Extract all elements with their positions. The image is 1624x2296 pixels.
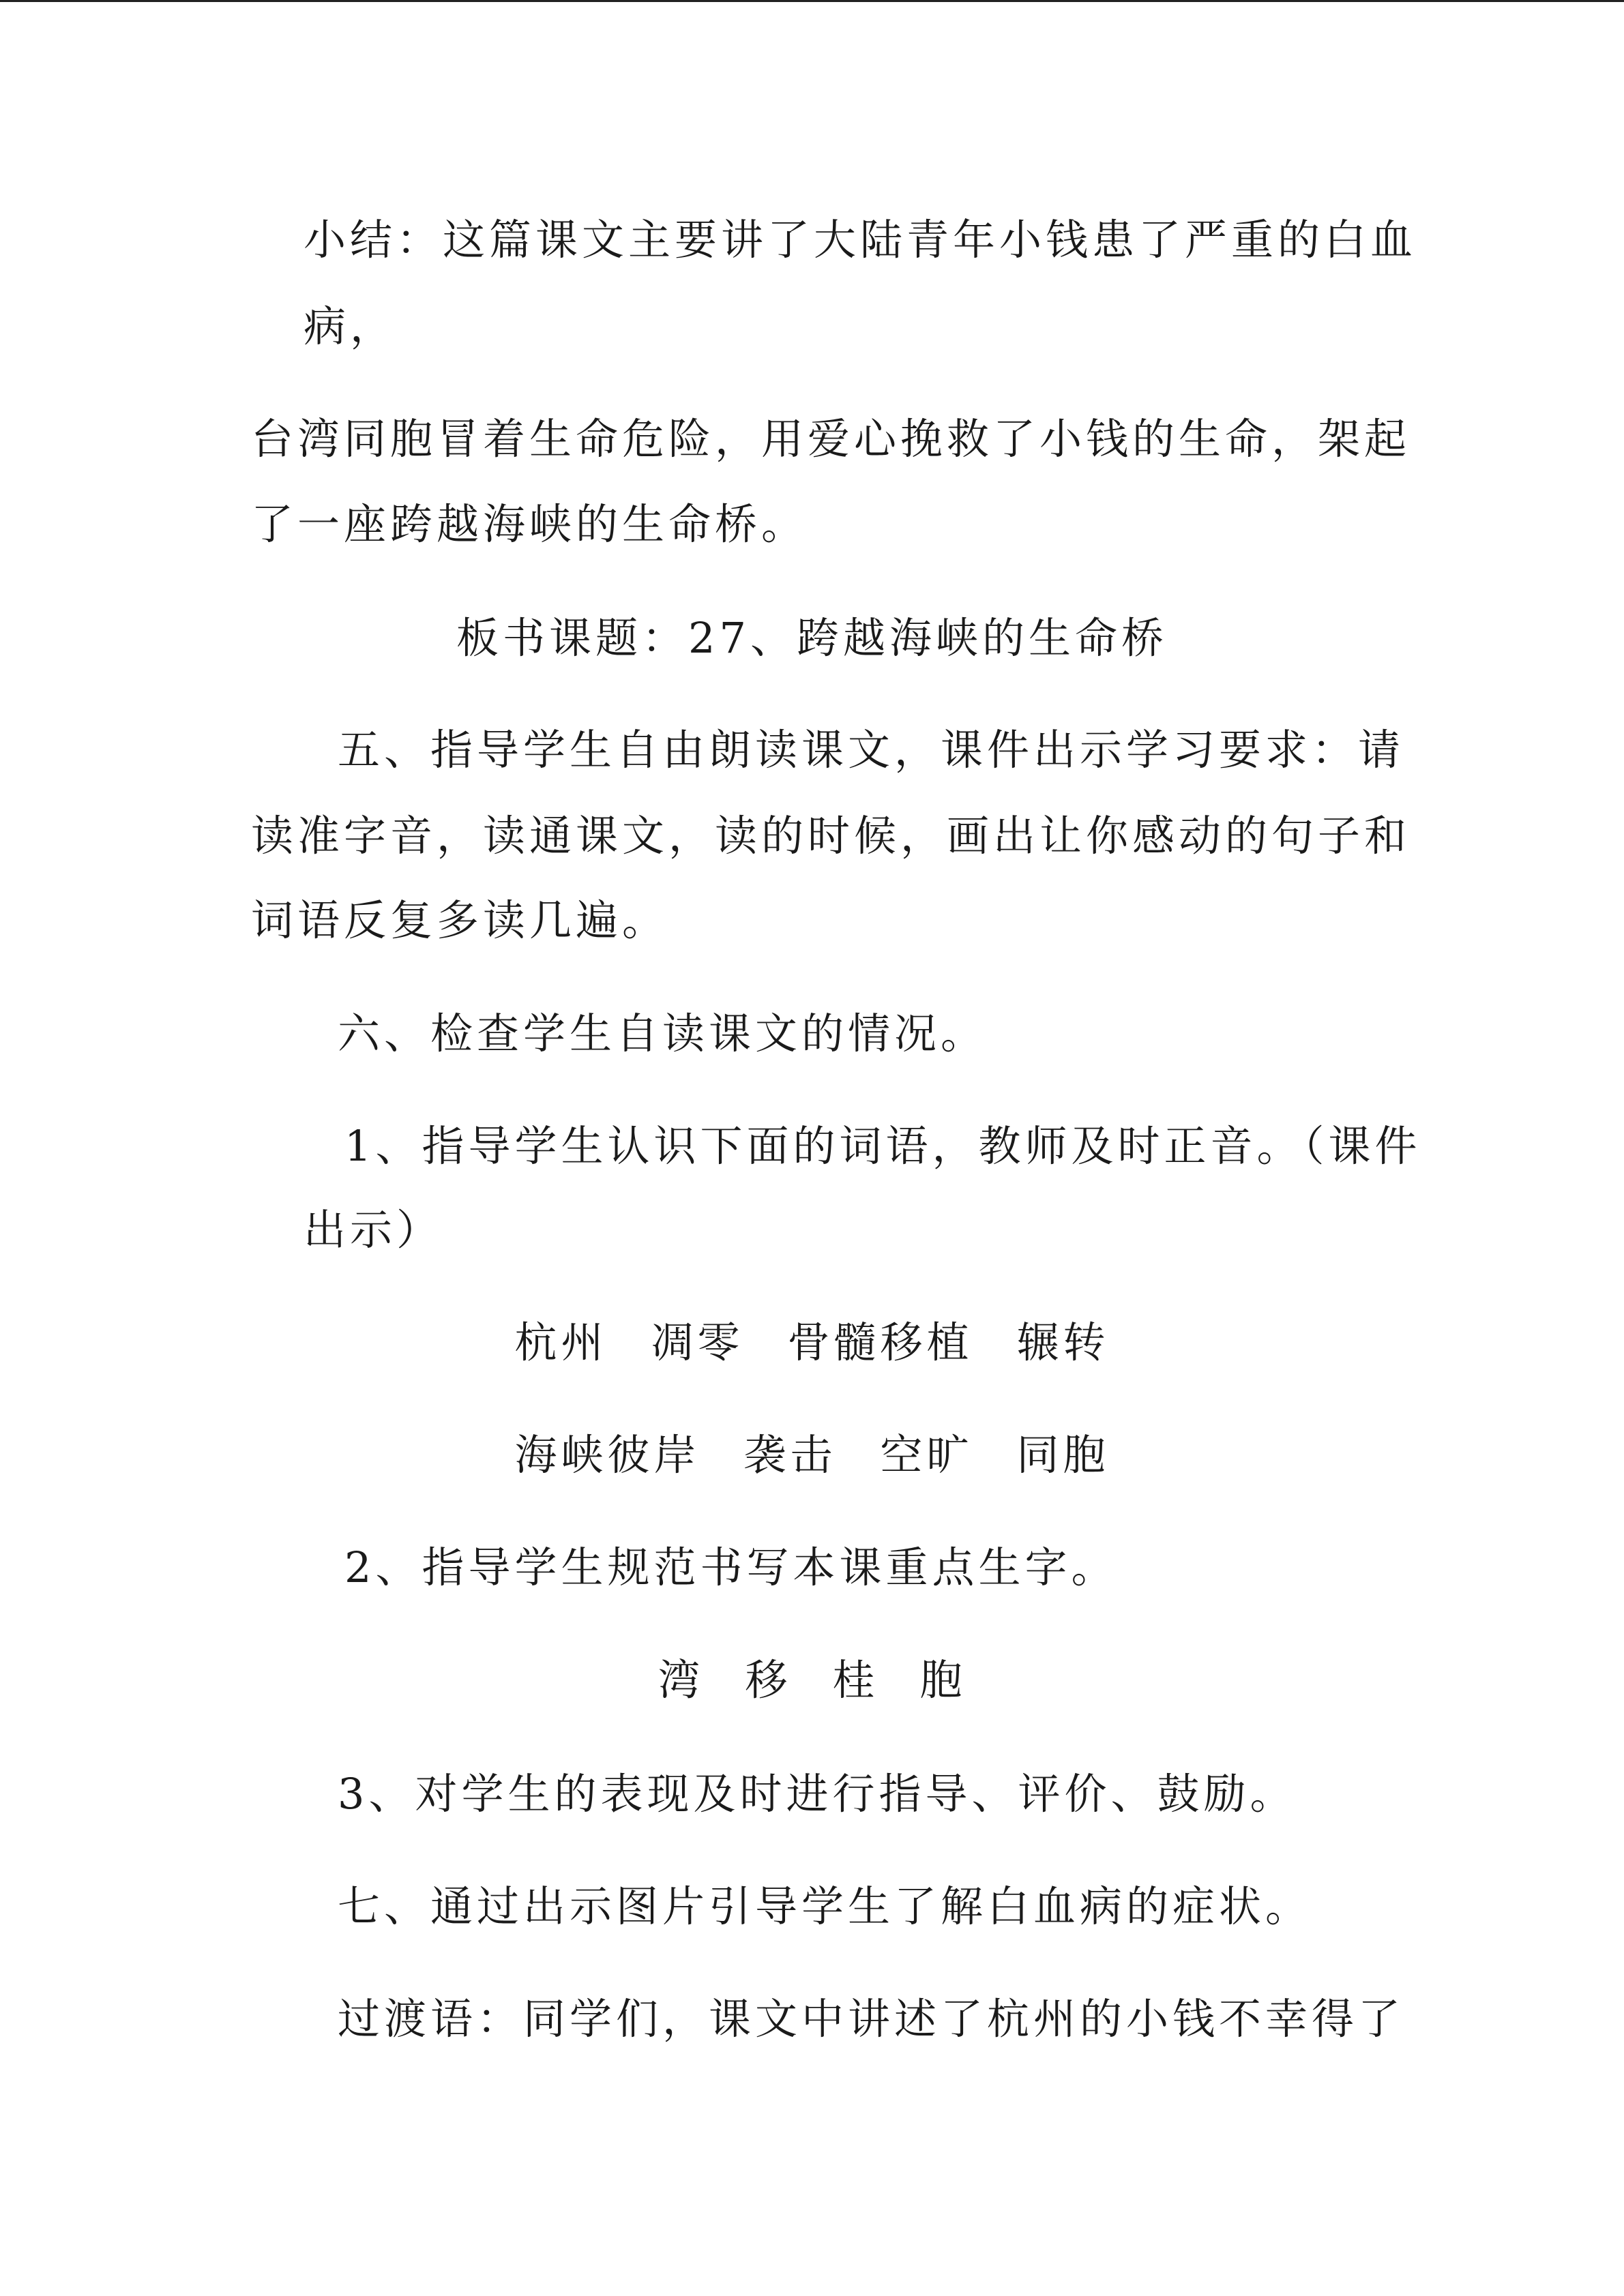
vocab-row-2 bbox=[0, 1430, 1624, 1480]
summary-line-1: 小结：这篇课文主要讲了大陆青年小钱患了严重的白血 bbox=[304, 215, 1417, 265]
key-character: 桂 bbox=[832, 1655, 879, 1705]
transition-text: 过渡语：同学们，课文中讲述了杭州的小钱不幸得了 bbox=[338, 1994, 1405, 2044]
key-characters bbox=[0, 1655, 1624, 1705]
vocab-word: 同胞 bbox=[1016, 1430, 1110, 1480]
board-title: 板书课题：27、跨越海峡的生命桥 bbox=[456, 613, 1168, 663]
step6-3: 3、对学生的表现及时进行指导、评价、鼓励。 bbox=[338, 1769, 1297, 1819]
step5-line-1: 五、指导学生自由朗读课文，课件出示学习要求：请 bbox=[338, 725, 1405, 775]
step5-line-3: 词语反复多读几遍。 bbox=[251, 895, 669, 945]
vocab-word: 空旷 bbox=[880, 1430, 973, 1480]
vocab-word: 袭击 bbox=[743, 1430, 837, 1480]
step6-2: 2、指导学生规范书写本课重点生字。 bbox=[344, 1542, 1118, 1592]
summary-line-4: 了一座跨越海峡的生命桥。 bbox=[251, 499, 808, 549]
key-character: 移 bbox=[745, 1655, 792, 1705]
vocab-word: 杭州 bbox=[514, 1317, 608, 1367]
summary-line-2: 病， bbox=[304, 301, 397, 351]
step7-heading: 七、通过出示图片引导学生了解白血病的症状。 bbox=[338, 1881, 1312, 1931]
vocab-word: 骨髓移植 bbox=[787, 1317, 973, 1367]
key-character: 胞 bbox=[919, 1655, 966, 1705]
step6-1-line-2: 出示） bbox=[304, 1205, 443, 1255]
step6-1-line-1: 1、指导学生认识下面的词语，教师及时正音。（课件 bbox=[344, 1121, 1421, 1171]
summary-line-3: 台湾同胞冒着生命危险，用爱心挽救了小钱的生命，架起 bbox=[251, 414, 1411, 464]
vocab-word: 凋零 bbox=[651, 1317, 744, 1367]
step6-heading: 六、检查学生自读课文的情况。 bbox=[338, 1009, 988, 1058]
vocab-word: 辗转 bbox=[1016, 1317, 1110, 1367]
vocab-row-1 bbox=[0, 1317, 1624, 1367]
step5-line-2: 读准字音，读通课文，读的时候，画出让你感动的句子和 bbox=[251, 811, 1411, 861]
vocab-word: 海峡彼岸 bbox=[514, 1430, 700, 1480]
key-character: 湾 bbox=[658, 1655, 705, 1705]
